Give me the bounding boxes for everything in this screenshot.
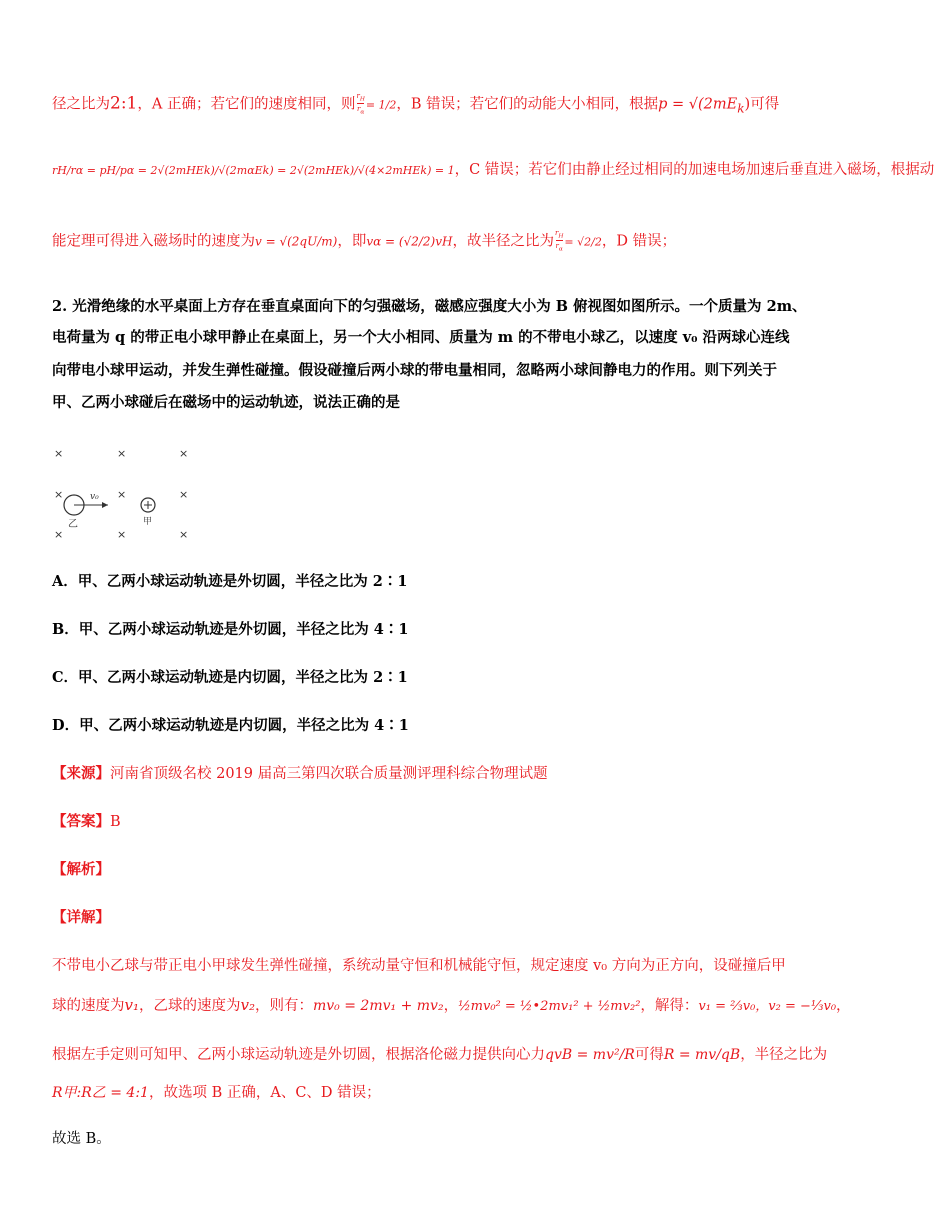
text-span: ，D 错误； bbox=[601, 233, 677, 250]
detail-text: 可得 bbox=[634, 1047, 664, 1063]
option-key: D． bbox=[52, 717, 80, 734]
detail-text: ， bbox=[443, 998, 459, 1014]
jia-label: 甲 bbox=[143, 517, 153, 527]
detail-text: ，半径之比为 bbox=[740, 1047, 828, 1063]
cross-mark: × bbox=[54, 528, 64, 541]
option-key: B． bbox=[52, 621, 79, 638]
option-d[interactable] bbox=[52, 716, 409, 736]
answer-text: B bbox=[110, 814, 121, 830]
text-span: ，B 错误；若它们的动能大小相同，根据 bbox=[396, 96, 659, 113]
question-line-1 bbox=[52, 297, 807, 317]
detail-text: ， bbox=[836, 998, 851, 1014]
energy-equation: ½mv₀² = ½•2mv₁² + ½mv₂² bbox=[458, 999, 641, 1014]
source-label: 【来源】 bbox=[52, 765, 110, 782]
detail-text: 根据左手定则可知甲、乙两小球运动轨迹是外切圆，根据洛伦磁力提供向心力 bbox=[52, 1047, 545, 1063]
detail-text: 故选 B。 bbox=[52, 1131, 111, 1147]
prev-solution-line-1 bbox=[52, 92, 779, 118]
text-span: ，即 bbox=[337, 233, 367, 250]
question-text: 光滑绝缘的水平桌面上方存在垂直桌面向下的匀强磁场，磁感应强度大小为 B 俯视图如图所示。一个质量为 2m、 bbox=[72, 298, 807, 315]
answer-label: 【答案】 bbox=[52, 813, 110, 830]
detail-text: ，解得： bbox=[640, 998, 699, 1014]
prev-solution-line-2 bbox=[52, 160, 934, 181]
text-span: ，A 正确；若它们的速度相同，则 bbox=[137, 96, 356, 113]
velocity-formula: v = √(2qU/m) bbox=[255, 234, 338, 249]
option-text: 甲、乙两小球运动轨迹是外切圆，半径之比为 4∶1 bbox=[78, 621, 409, 638]
detail-line-1 bbox=[52, 956, 786, 976]
option-text: 甲、乙两小球运动轨迹是外切圆，半径之比为 2∶1 bbox=[77, 573, 408, 590]
source-text: 河南省顶级名校 2019 届高三第四次联合质量测评理科综合物理试题 bbox=[110, 766, 548, 782]
text-span: ，故半径之比为 bbox=[452, 233, 554, 250]
equation-formula: = 1/2 bbox=[365, 98, 397, 112]
question-line-3 bbox=[52, 361, 777, 381]
option-b[interactable] bbox=[52, 620, 409, 640]
equation-formula: = √2/2 bbox=[564, 235, 602, 249]
source-line bbox=[52, 764, 548, 784]
text-span: 径之比为 bbox=[52, 96, 110, 113]
yi-label: 乙 bbox=[68, 519, 78, 530]
option-a[interactable] bbox=[52, 572, 408, 592]
detail-text: 不带电小乙球与带正电小甲球发生弹性碰撞，系统动量守恒和机械能守恒，规定速度 v₀ 方向为正方向，设碰撞后甲 bbox=[52, 958, 786, 974]
v0-label: v₀ bbox=[90, 492, 99, 502]
option-c[interactable] bbox=[52, 668, 408, 688]
question-line-2 bbox=[52, 328, 790, 348]
question-text: 甲、乙两小球碰后在磁场中的运动轨迹，说法正确的是 bbox=[52, 394, 400, 411]
momentum-formula: p = √(2mE bbox=[658, 96, 738, 113]
cross-mark: × bbox=[54, 488, 64, 501]
question-text: 向带电小球甲运动，并发生弹性碰撞。假设碰撞后两小球的带电量相同，忽略两小球间静电力的作用。则下列关于 bbox=[52, 362, 777, 379]
fraction-formula: $\frac{r_H}{r_\alpha}$ bbox=[356, 92, 365, 116]
lorentz-equation: qvB = mv²/R bbox=[545, 1047, 635, 1063]
text-span: )可得 bbox=[744, 96, 780, 113]
velocity-formula: vα = (√2/2)vH bbox=[366, 234, 453, 249]
cross-mark: × bbox=[117, 447, 127, 460]
detail-text: ，故选项 B 正确，A、C、D 错误； bbox=[148, 1085, 381, 1101]
detail-text: 球的速度为 bbox=[52, 998, 125, 1014]
ratio-equation: R甲:R乙 = 4:1 bbox=[52, 1085, 149, 1101]
detail-text: ，乙球的速度为 bbox=[139, 998, 241, 1014]
cross-mark: × bbox=[54, 447, 64, 460]
magnetic-field-figure bbox=[48, 440, 208, 540]
v2-symbol: v₂ bbox=[240, 996, 255, 1014]
cross-mark: × bbox=[179, 528, 189, 541]
text-span: ，C 错误；若它们由静止经过相同的加速电场加速后垂直进入磁场，根据动 bbox=[454, 162, 934, 178]
prev-solution-line-3 bbox=[52, 229, 676, 254]
v1-symbol: v₁ bbox=[124, 996, 139, 1014]
detail-label: 【详解】 bbox=[52, 909, 110, 926]
cross-mark: × bbox=[179, 447, 189, 460]
arrowhead-icon bbox=[102, 502, 108, 508]
option-key: C． bbox=[52, 669, 79, 686]
option-text: 甲、乙两小球运动轨迹是内切圆，半径之比为 4∶1 bbox=[79, 717, 409, 734]
cross-mark: × bbox=[117, 488, 127, 501]
question-line-4 bbox=[52, 393, 400, 413]
answer-line bbox=[52, 812, 121, 832]
detail-line-5 bbox=[52, 1129, 111, 1149]
detail-text: ，则有： bbox=[255, 998, 313, 1014]
option-text: 甲、乙两小球运动轨迹是内切圆，半径之比为 2∶1 bbox=[78, 669, 408, 686]
detail-line-4 bbox=[52, 1083, 381, 1103]
momentum-equation: mv₀ = 2mv₁ + mv₂ bbox=[313, 998, 444, 1014]
equation-formula: rH/rα = pH/pα = 2√(2mHEk)/√(2mαEk) = 2√(2mHEk)/√(4×2mHEk) = 1 bbox=[52, 164, 455, 177]
analysis-label: 【解析】 bbox=[52, 861, 110, 878]
cross-mark: × bbox=[117, 528, 127, 541]
question-text: 电荷量为 q 的带正电小球甲静止在桌面上，另一个大小相同、质量为 m 的不带电小球乙，以速度 v₀ 沿两球心连线 bbox=[52, 329, 790, 346]
radius-equation: R = mv/qB bbox=[663, 1047, 741, 1063]
detail-line-2 bbox=[52, 995, 851, 1017]
fraction-formula: $\frac{r_H}{r_\alpha}$ bbox=[554, 229, 564, 253]
text-span: 能定理可得进入磁场时的速度为 bbox=[52, 233, 255, 250]
question-number: 2. bbox=[52, 298, 68, 315]
option-key: A． bbox=[52, 573, 78, 590]
cross-mark: × bbox=[179, 488, 189, 501]
subscript-k: k bbox=[737, 101, 745, 116]
solution-equation: v₁ = ⅔v₀，v₂ = −⅓v₀ bbox=[698, 999, 837, 1014]
detail-line-3 bbox=[52, 1045, 827, 1065]
ratio-formula: 2:1 bbox=[110, 93, 138, 114]
